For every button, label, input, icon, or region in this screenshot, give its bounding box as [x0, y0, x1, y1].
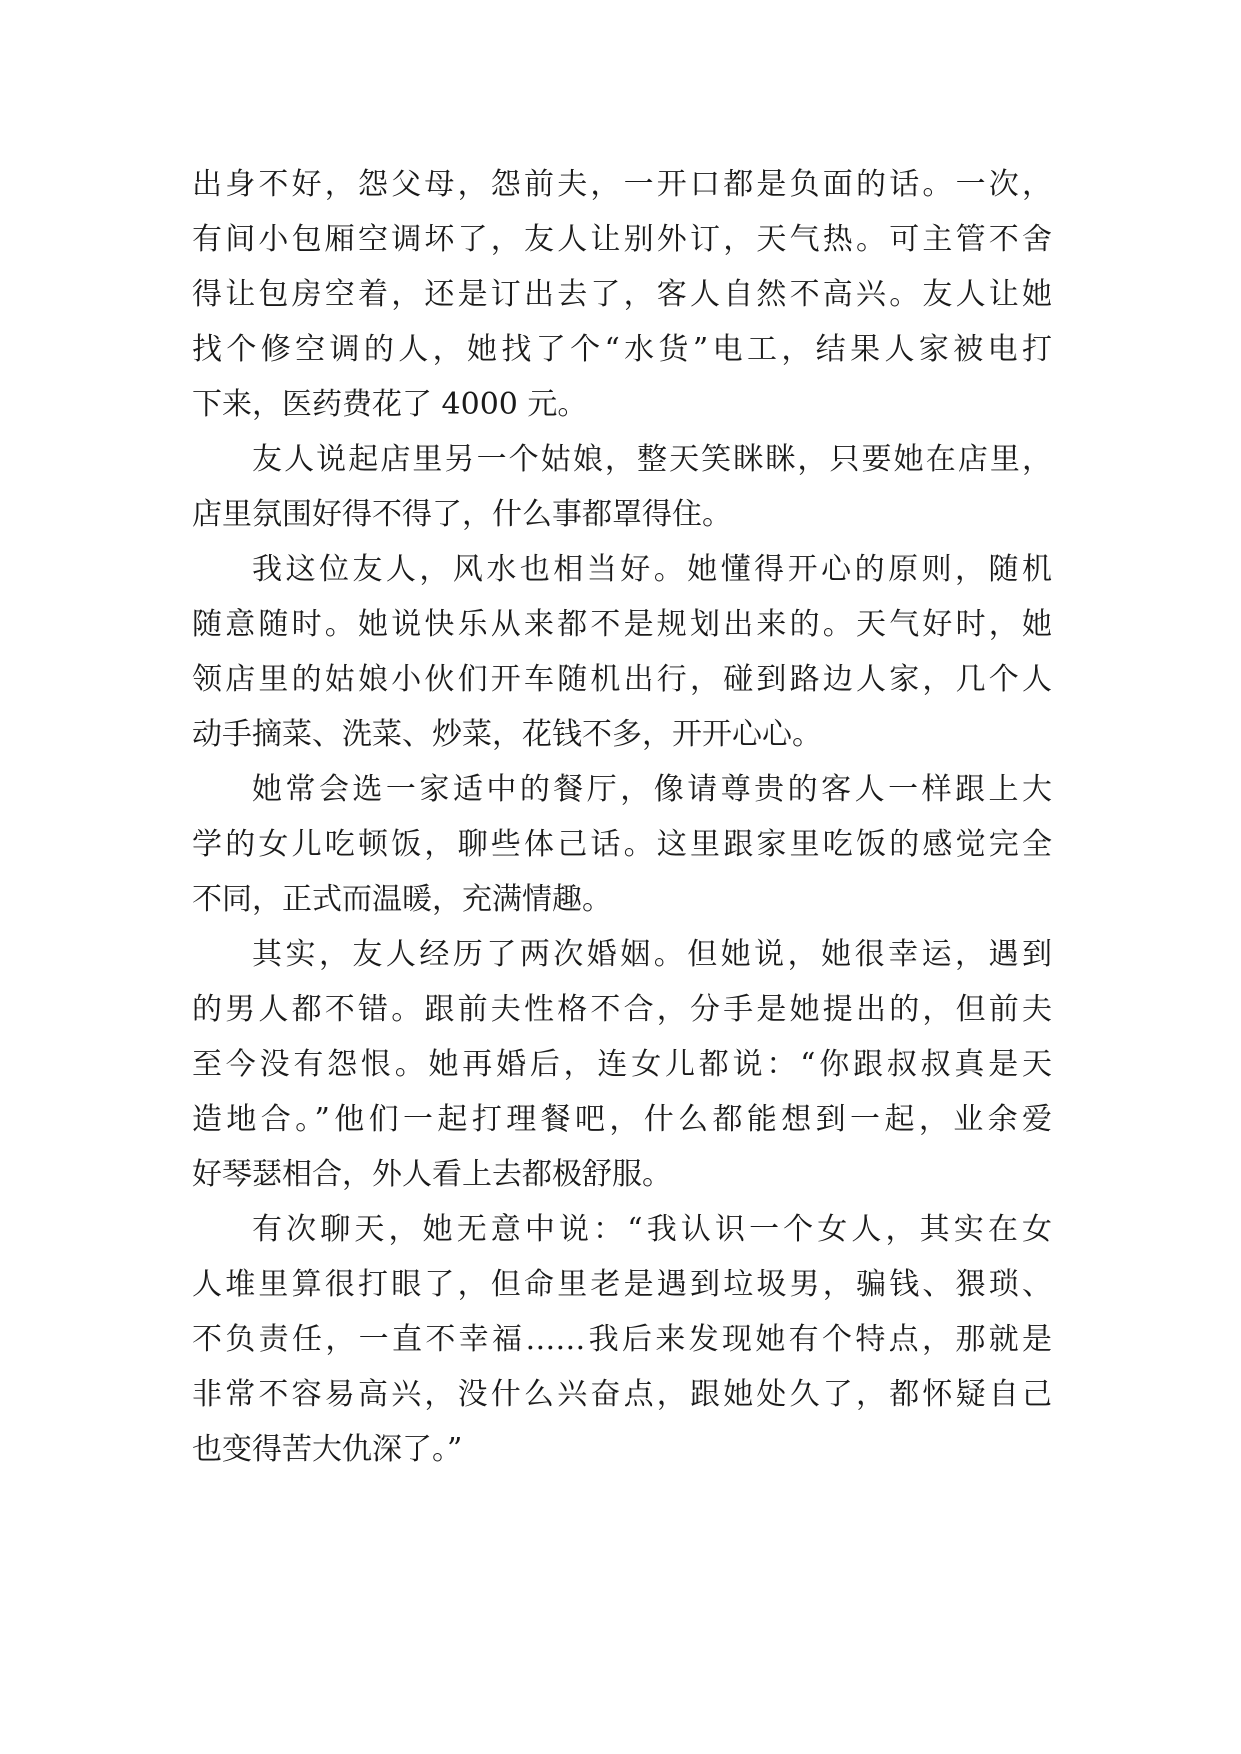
text-line: 领店里的姑娘小伙们开车随机出行，碰到路边人家，几个人 — [192, 662, 1052, 697]
paragraph-first-line: 友人说起店里另一个姑娘，整天笑眯眯，只要她在店里， — [252, 442, 1052, 477]
paragraph-first-line: 其实，友人经历了两次婚姻。但她说，她很幸运，遇到 — [252, 937, 1052, 972]
paragraph-first-line: 有次聊天，她无意中说：“我认识一个女人，其实在女 — [252, 1212, 1052, 1247]
text-line: 不同，正式而温暖，充满情趣。 — [192, 882, 612, 917]
text-line: 出身不好，怨父母，怨前夫，一开口都是负面的话。一次， — [192, 167, 1052, 202]
text-line: 学的女儿吃顿饭，聊些体己话。这里跟家里吃饭的感觉完全 — [192, 827, 1052, 862]
paragraph-first-line: 我这位友人，风水也相当好。她懂得开心的原则，随机 — [252, 552, 1052, 587]
text-line: 人堆里算很打眼了，但命里老是遇到垃圾男，骗钱、猥琐、 — [192, 1267, 1052, 1302]
text-line: 店里氛围好得不得了，什么事都罩得住。 — [192, 497, 732, 532]
text-line: 随意随时。她说快乐从来都不是规划出来的。天气好时，她 — [192, 607, 1052, 642]
text-line: 动手摘菜、洗菜、炒菜，花钱不多，开开心心。 — [192, 717, 822, 752]
text-line: 下来，医药费花了 4000 元。 — [192, 387, 588, 422]
text-line: 找个修空调的人，她找了个“水货”电工，结果人家被电打 — [192, 332, 1052, 367]
text-line: 的男人都不错。跟前夫性格不合，分手是她提出的，但前夫 — [192, 992, 1052, 1027]
paragraph-first-line: 她常会选一家适中的餐厅，像请尊贵的客人一样跟上大 — [252, 772, 1052, 807]
text-line: 造地合。”他们一起打理餐吧，什么都能想到一起，业余爱 — [192, 1102, 1052, 1137]
text-line: 非常不容易高兴，没什么兴奋点，跟她处久了，都怀疑自己 — [192, 1377, 1052, 1412]
text-line: 有间小包厢空调坏了，友人让别外订，天气热。可主管不舍 — [192, 222, 1052, 257]
text-line: 至今没有怨恨。她再婚后，连女儿都说：“你跟叔叔真是天 — [192, 1047, 1052, 1082]
text-line: 好琴瑟相合，外人看上去都极舒服。 — [192, 1157, 672, 1192]
text-line: 得让包房空着，还是订出去了，客人自然不高兴。友人让她 — [192, 277, 1052, 312]
text-line: 也变得苦大仇深了。” — [192, 1432, 463, 1467]
text-line: 不负责任，一直不幸福……我后来发现她有个特点，那就是 — [192, 1322, 1052, 1357]
